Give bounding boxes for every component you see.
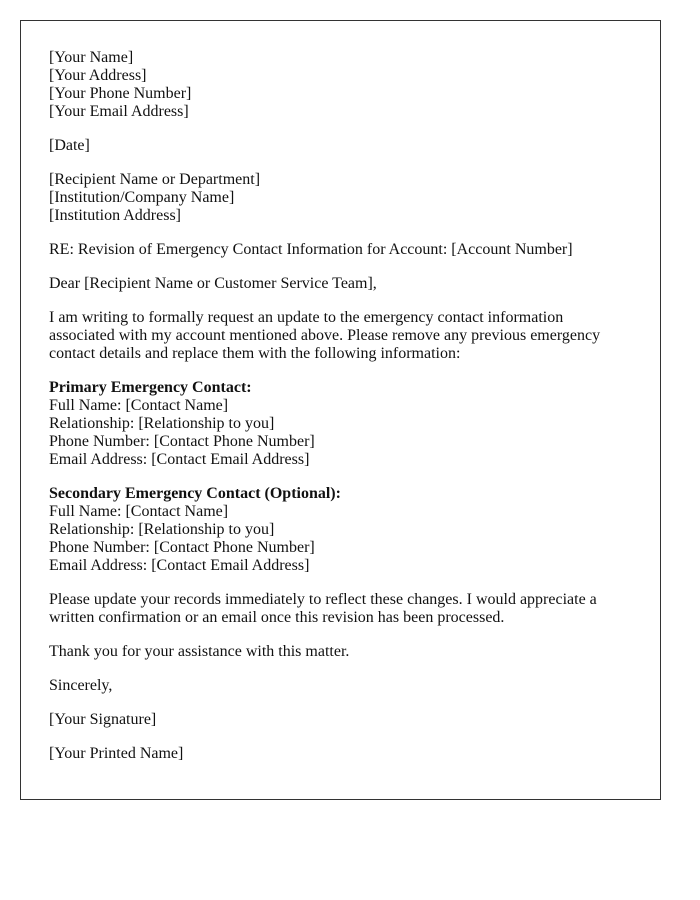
closing: Sincerely,	[49, 677, 113, 694]
recipient-name: [Recipient Name or Department]	[49, 171, 261, 188]
recipient-address: [Institution Address]	[49, 207, 181, 224]
primary-contact-block	[49, 379, 632, 469]
salutation: Dear [Recipient Name or Customer Service Team],	[49, 275, 377, 292]
sender-phone: [Your Phone Number]	[49, 85, 192, 102]
thanks-paragraph: Thank you for your assistance with this matter.	[49, 643, 350, 660]
sender-block	[49, 49, 632, 121]
recipient-block	[49, 171, 632, 225]
secondary-contact-phone: Phone Number: [Contact Phone Number]	[49, 539, 315, 556]
sender-address: [Your Address]	[49, 67, 147, 84]
primary-contact-email: Email Address: [Contact Email Address]	[49, 451, 310, 468]
secondary-contact-block	[49, 485, 632, 575]
subject-line: RE: Revision of Emergency Contact Information for Account: [Account Number]	[49, 241, 573, 258]
primary-contact-phone: Phone Number: [Contact Phone Number]	[49, 433, 315, 450]
secondary-contact-email: Email Address: [Contact Email Address]	[49, 557, 310, 574]
recipient-company: [Institution/Company Name]	[49, 189, 235, 206]
secondary-contact-relationship: Relationship: [Relationship to you]	[49, 521, 275, 538]
request-paragraph: Please update your records immediately to reflect these changes. I would appreciate a written confirmation or an email once this revision has been processed.	[49, 591, 597, 626]
secondary-contact-heading: Secondary Emergency Contact (Optional):	[49, 485, 341, 502]
primary-contact-heading: Primary Emergency Contact:	[49, 379, 252, 396]
printed-name: [Your Printed Name]	[49, 745, 184, 762]
signature: [Your Signature]	[49, 711, 157, 728]
primary-contact-relationship: Relationship: [Relationship to you]	[49, 415, 275, 432]
sender-name: [Your Name]	[49, 49, 134, 66]
letter	[20, 20, 661, 800]
primary-contact-name: Full Name: [Contact Name]	[49, 397, 229, 414]
date: [Date]	[49, 137, 90, 154]
intro-paragraph: I am writing to formally request an update to the emergency contact information associated with my account mentioned above. Please remove any previous emergency contact details and replace them with the following information:	[49, 309, 601, 362]
sender-email: [Your Email Address]	[49, 103, 189, 120]
secondary-contact-name: Full Name: [Contact Name]	[49, 503, 229, 520]
